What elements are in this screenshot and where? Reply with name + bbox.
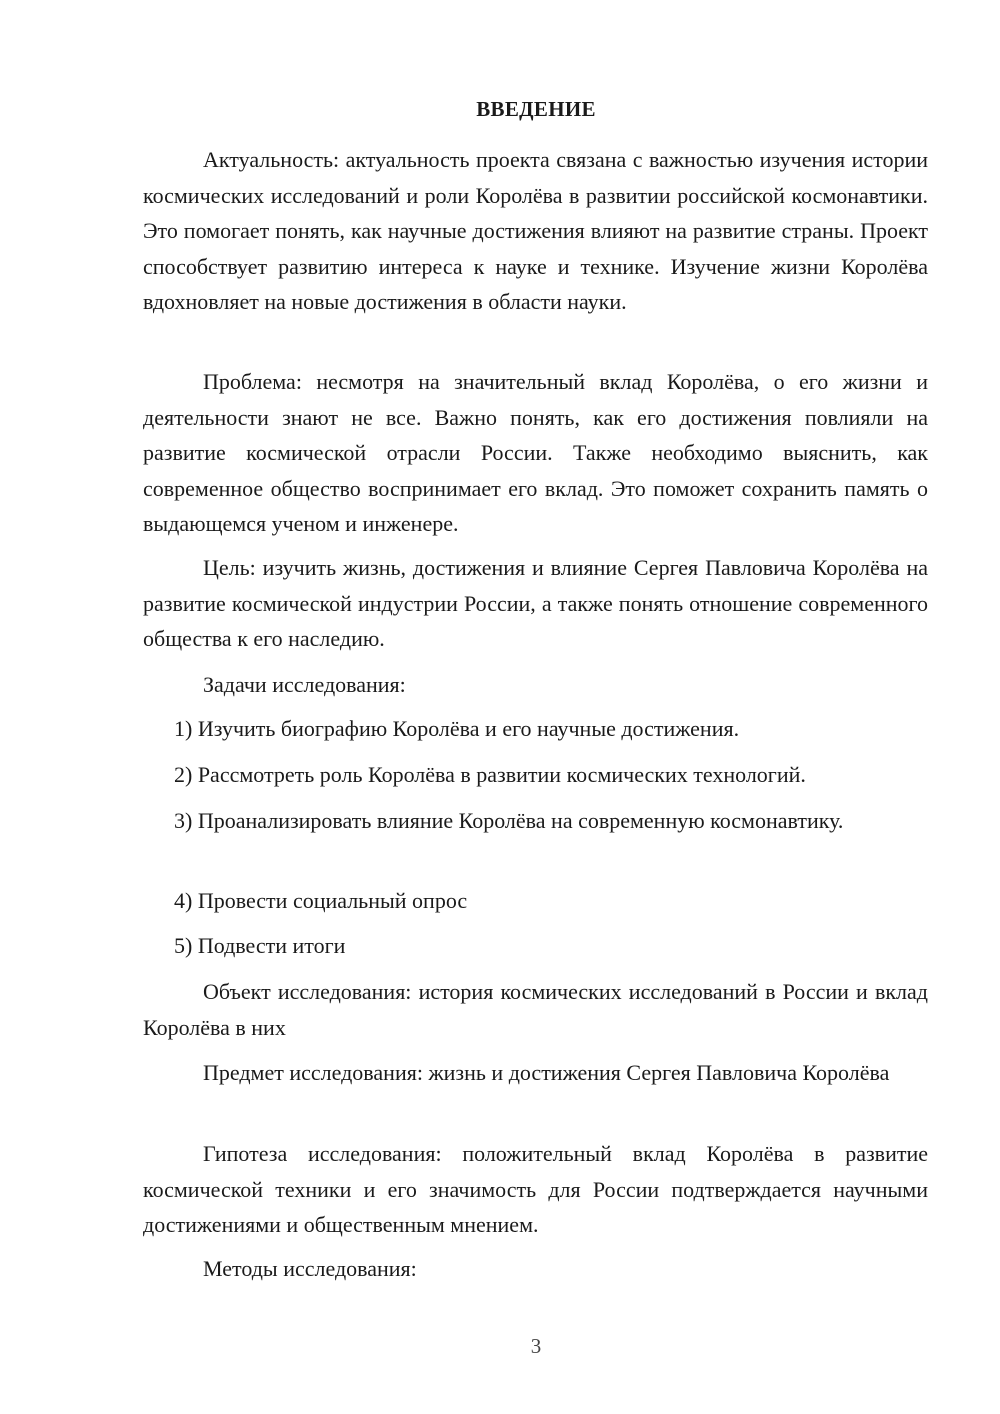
hypothesis-paragraph: Гипотеза исследования: положительный вклад Королёва в развитие космической техники и его значимость для России подтверждается научными достижениями и общественным мнением. (143, 1141, 928, 1237)
task-item-4: 4) Провести социальный опрос (174, 888, 468, 913)
relevance-paragraph: Актуальность: актуальность проекта связана с важностью изучения истории космических исследований и роли Королёва в развитии российской космонавтики. Это помогает понять, как научные достижения влияют на развитие страны. Проект способствует развитию интереса к науке и технике. Изучение жизни Королёва вдохновляет на новые достижения в области науки. (143, 147, 928, 314)
problem-paragraph: Проблема: несмотря на значительный вклад Королёва, о его жизни и деятельности знают не все. Важно понять, как его достижения повлияли на развитие космической отрасли России. Также необходимо выяснить, как современное общество воспринимает его вклад. Это поможет сохранить память о выдающемся ученом и инженере. (143, 369, 928, 536)
section-heading: ВВЕДЕНИЕ (476, 97, 596, 121)
methods-heading: Методы исследования: (203, 1256, 417, 1281)
subject-paragraph: Предмет исследования: жизнь и достижения Сергея Павловича Королёва (203, 1060, 890, 1085)
goal-paragraph: Цель: изучить жизнь, достижения и влияние Сергея Павловича Королёва на развитие космической индустрии России, а также понять отношение современного общества к его наследию. (143, 555, 928, 651)
page-number: 3 (530, 1334, 542, 1358)
tasks-heading: Задачи исследования: (203, 672, 406, 697)
object-paragraph: Объект исследования: история космических исследований в России и вклад Королёва в них (143, 979, 928, 1040)
task-item-3: 3) Проанализировать влияние Королёва на современную космонавтику. (174, 808, 844, 833)
task-item-5: 5) Подвести итоги (174, 933, 346, 958)
task-item-1: 1) Изучить биографию Королёва и его научные достижения. (174, 716, 740, 741)
task-item-2: 2) Рассмотреть роль Королёва в развитии космических технологий. (174, 762, 806, 787)
